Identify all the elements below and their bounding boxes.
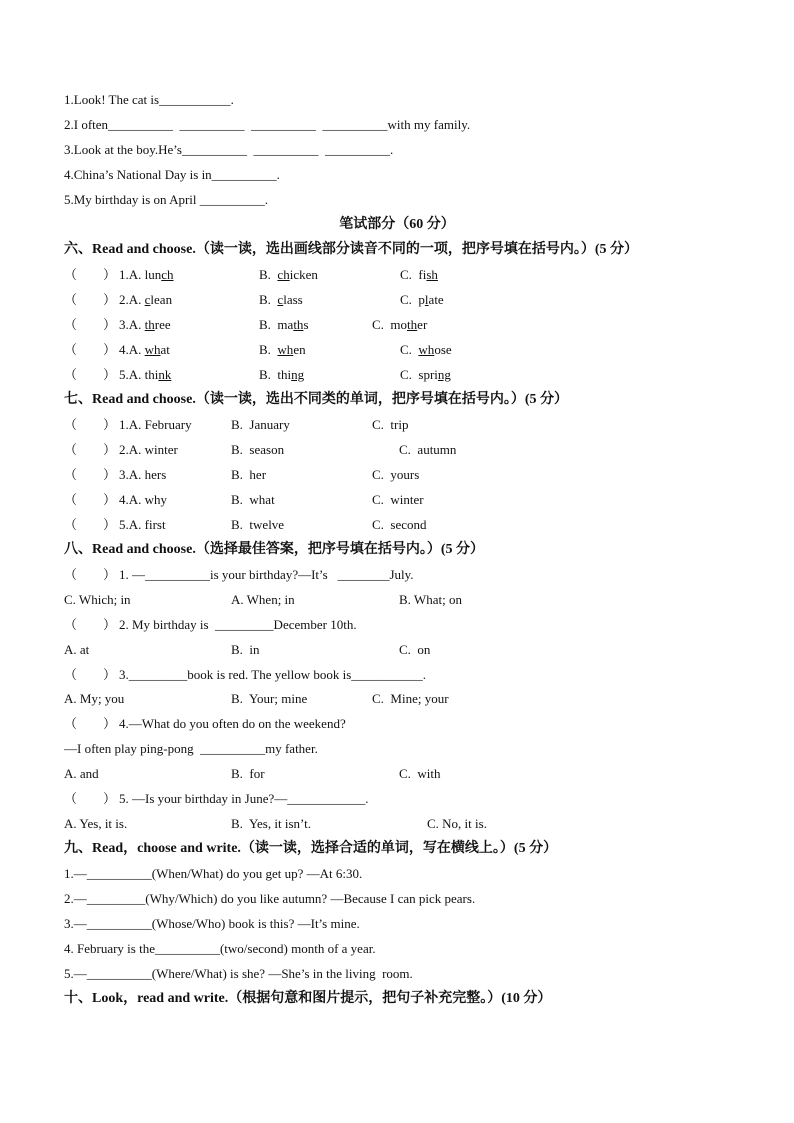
s8-q5-option-a: A. Yes, it is.: [64, 816, 128, 831]
answer-paren: （ ）: [64, 791, 117, 806]
s6-option-c: C. spring: [400, 367, 451, 382]
s7-option-b: B. twelve: [231, 517, 285, 532]
s7-option-c: C. second: [372, 517, 427, 532]
s8-q2-option-a: A. at: [64, 642, 90, 657]
s8-q4-option-a: A. and: [64, 766, 99, 781]
s6-option-a: 1.A. lunch: [119, 267, 174, 282]
answer-paren: （ ）: [64, 417, 117, 432]
s7-option-b: B. season: [231, 442, 285, 457]
s8-question-3: 3._________book is red. The yellow book is___________.: [119, 667, 427, 682]
section-9-title: 九、Read，choose and write.（读一读，选择合适的单词，写在横线上。）(5 分）: [64, 841, 558, 856]
answer-paren: （ ）: [64, 367, 117, 382]
s8-q2-option-c: C. on: [399, 642, 431, 657]
s8-q3-option-a: A. My; you: [64, 691, 125, 706]
s8-q4-option-b: B. for: [231, 766, 265, 781]
answer-paren: （ ）: [64, 317, 117, 332]
s8-question-4-reply: —I often play ping-pong __________my father.: [64, 741, 318, 756]
s8-q2-option-b: B. in: [231, 642, 260, 657]
s8-question-2: 2. My birthday is _________December 10th.: [119, 617, 357, 632]
s6-option-a: 4.A. what: [119, 342, 170, 357]
top-question-2: 2.I often__________ __________ __________ __________with my family.: [64, 117, 471, 132]
s6-option-c: C. plate: [400, 292, 444, 307]
answer-paren: （ ）: [64, 667, 117, 682]
s9-line-2: 2.—_________(Why/Which) do you like autumn? —Because I can pick pears.: [64, 891, 476, 906]
s9-line-4: 4. February is the__________(two/second) month of a year.: [64, 941, 376, 956]
s6-option-c: C. fish: [400, 267, 438, 282]
s8-q1-option-a: C. Which; in: [64, 592, 131, 607]
s7-option-a: 5.A. first: [119, 517, 166, 532]
s7-option-b: B. January: [231, 417, 290, 432]
top-question-4: 4.China’s National Day is in__________.: [64, 167, 280, 182]
s6-option-b: B. class: [259, 292, 303, 307]
s6-option-c: C. whose: [400, 342, 452, 357]
s7-option-c: C. autumn: [399, 442, 457, 457]
s7-option-a: 3.A. hers: [119, 467, 167, 482]
s9-line-1: 1.—__________(When/What) do you get up? —At 6:30.: [64, 866, 363, 881]
answer-paren: （ ）: [64, 492, 117, 507]
s8-q1-option-c: B. What; on: [399, 592, 462, 607]
s8-question-4: 4.—What do you often do on the weekend?: [119, 716, 346, 731]
section-10-title: 十、Look，read and write.（根据句意和图片提示，把句子补充完整。）(10 分）: [64, 991, 552, 1006]
s7-option-a: 1.A. February: [119, 417, 192, 432]
answer-paren: （ ）: [64, 467, 117, 482]
s8-q5-option-c: C. No, it is.: [427, 816, 487, 831]
s9-line-5: 5.—__________(Where/What) is she? —She’s in the living room.: [64, 966, 413, 981]
s7-option-a: 2.A. winter: [119, 442, 178, 457]
s7-option-b: B. what: [231, 492, 275, 507]
answer-paren: （ ）: [64, 716, 117, 731]
s7-option-c: C. trip: [372, 417, 409, 432]
s8-q3-option-b: B. Your; mine: [231, 691, 308, 706]
s6-option-a: 3.A. three: [119, 317, 171, 332]
top-question-1: 1.Look! The cat is___________.: [64, 92, 234, 107]
answer-paren: （ ）: [64, 617, 117, 632]
answer-paren: （ ）: [64, 567, 117, 582]
answer-paren: （ ）: [64, 267, 117, 282]
s7-option-c: C. yours: [372, 467, 420, 482]
section-6-title: 六、Read and choose.（读一读，选出画线部分读音不同的一项，把序号填在括号内。）(5 分）: [64, 242, 639, 257]
s8-q3-option-c: C. Mine; your: [372, 691, 449, 706]
s6-option-b: B. chicken: [259, 267, 318, 282]
section-7-title: 七、Read and choose.（读一读，选出不同类的单词，把序号填在括号内。）(5 分）: [64, 392, 569, 407]
answer-paren: （ ）: [64, 517, 117, 532]
s8-q1-option-b: A. When; in: [231, 592, 295, 607]
top-question-5: 5.My birthday is on April __________.: [64, 192, 269, 207]
s9-line-3: 3.—__________(Whose/Who) book is this? —It’s mine.: [64, 916, 360, 931]
s6-option-c: C. mother: [372, 317, 428, 332]
s6-option-a: 5.A. think: [119, 367, 172, 382]
answer-paren: （ ）: [64, 292, 117, 307]
answer-paren: （ ）: [64, 342, 117, 357]
s8-q5-option-b: B. Yes, it isn’t.: [231, 816, 311, 831]
s7-option-c: C. winter: [372, 492, 424, 507]
s7-option-a: 4.A. why: [119, 492, 168, 507]
s7-option-b: B. her: [231, 467, 267, 482]
s8-question-5: 5. —Is your birthday in June?—____________.: [119, 791, 369, 806]
s6-option-a: 2.A. clean: [119, 292, 173, 307]
s8-q4-option-c: C. with: [399, 766, 441, 781]
section-8-title: 八、Read and choose.（选择最佳答案，把序号填在括号内。）(5 分）: [64, 542, 485, 557]
written-part-title: 笔试部分（60 分）: [339, 217, 455, 232]
s6-option-b: B. maths: [259, 317, 309, 332]
s8-question-1: 1. —__________is your birthday?—It’s ________July.: [119, 567, 414, 582]
s6-option-b: B. when: [259, 342, 306, 357]
top-question-3: 3.Look at the boy.He’s__________ __________ __________.: [64, 142, 394, 157]
s6-option-b: B. thing: [259, 367, 305, 382]
answer-paren: （ ）: [64, 442, 117, 457]
